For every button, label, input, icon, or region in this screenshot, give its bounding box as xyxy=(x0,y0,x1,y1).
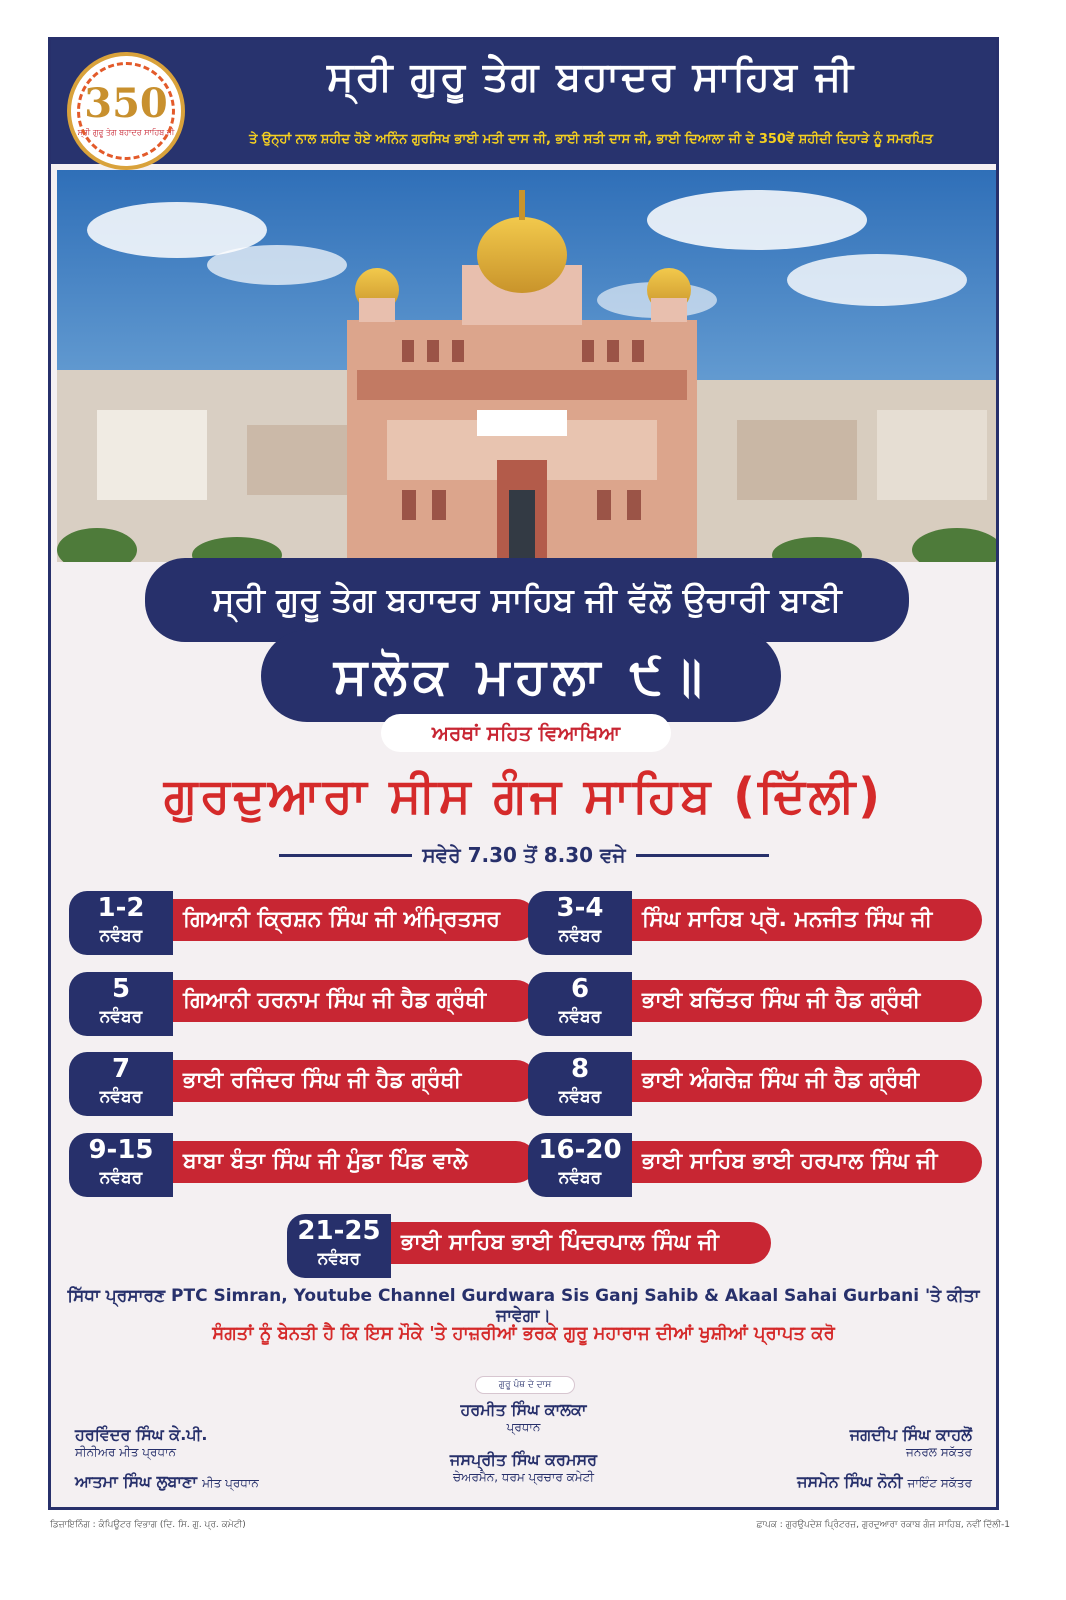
schedule-month: ਨਵੰਬਰ xyxy=(558,1168,602,1188)
schedule-day: 8 xyxy=(570,1054,590,1084)
vyakhya-pill: ਅਰਥਾਂ ਸਹਿਤ ਵਿਆਖਿਆ xyxy=(381,714,671,752)
schedule-month: ਨਵੰਬਰ xyxy=(99,926,143,946)
gurdwara-photo xyxy=(57,170,996,562)
schedule-month: ਨਵੰਬਰ xyxy=(317,1249,361,1269)
signatory-role: ਚੇਅਰਮੈਨ, ਧਰਮ ਪ੍ਰਚਾਰ ਕਮੇਟੀ xyxy=(453,1470,594,1484)
schedule-date xyxy=(69,972,173,1036)
signatory-name: ਹਰਮੀਤ ਸਿੰਘ ਕਾਲਕਾ xyxy=(460,1400,587,1419)
schedule-day: 5 xyxy=(111,974,131,1004)
signatory-general-secretary xyxy=(850,1425,972,1460)
header-title: ਸ੍ਰੀ ਗੁਰੂ ਤੇਗ ਬਹਾਦਰ ਸਾਹਿਬ ਜੀ xyxy=(326,54,856,100)
time-rule-left xyxy=(279,854,412,857)
signatory-role: ਮੀਤ ਪ੍ਰਧਾਨ xyxy=(202,1476,259,1490)
schedule-date xyxy=(528,972,632,1036)
signatory-vice-president xyxy=(75,1472,259,1492)
logo-ring xyxy=(77,62,175,160)
signatory-role: ਪ੍ਰਧਾਨ xyxy=(506,1420,541,1434)
guru-panth-das-label: ਗੁਰੂ ਪੰਥ ਦੇ ਦਾਸ xyxy=(475,1376,575,1394)
signatory-name: ਜਸਪ੍ਰੀਤ ਸਿੰਘ ਕਰਮਸਰ xyxy=(449,1450,598,1469)
bani-title-pill: ਸ੍ਰੀ ਗੁਰੂ ਤੇਗ ਬਹਾਦਰ ਸਾਹਿਬ ਜੀ ਵੱਲੋਂ ਉਚਾਰੀ ਬਾਣੀ xyxy=(145,558,909,642)
venue-title: ਗੁਰਦੁਆਰਾ ਸੀਸ ਗੰਜ ਸਾਹਿਬ (ਦਿੱਲੀ) xyxy=(163,768,884,824)
schedule-month: ਨਵੰਬਰ xyxy=(99,1087,143,1107)
schedule-day: 21-25 xyxy=(297,1216,381,1246)
schedule-day: 7 xyxy=(111,1054,131,1084)
350-anniversary-logo xyxy=(67,52,185,170)
schedule-date xyxy=(287,1214,391,1278)
broadcast-note: ਸਿੱਧਾ ਪ੍ਰਸਾਰਣ PTC Simran, Youtube Channel Gurdwara Sis Ganj Sahib & Akaal Sahai Gurbani 'ਤੇ ਕੀਤਾ ਜਾਵੇਗਾ। xyxy=(67,1286,980,1326)
signatory-name: ਹਰਵਿੰਦਰ ਸਿੰਘ ਕੇ.ਪੀ. xyxy=(75,1425,208,1444)
schedule-date xyxy=(528,891,632,955)
time-text: ਸਵੇਰੇ 7.30 ਤੋਂ 8.30 ਵਜੇ xyxy=(422,843,626,867)
signatory-role: ਜਨਰਲ ਸਕੱਤਰ xyxy=(906,1445,972,1459)
schedule-name: ਭਾਈ ਅੰਗਰੇਜ਼ ਸਿੰਘ ਜੀ ਹੈਡ ਗ੍ਰੰਥੀ xyxy=(626,1060,982,1102)
schedule-name: ਸਿੰਘ ਸਾਹਿਬ ਪ੍ਰੋ. ਮਨਜੀਤ ਸਿੰਘ ਜੀ xyxy=(626,899,982,941)
logo-text: ਸ੍ਰੀ ਗੁਰੂ ਤੇਗ ਬਹਾਦਰ ਸਾਹਿਬ ਜੀ xyxy=(77,128,175,137)
signatory-name: ਜਸਮੇਨ ਸਿੰਘ ਨੋਨੀ xyxy=(797,1472,903,1491)
schedule-name: ਭਾਈ ਸਾਹਿਬ ਭਾਈ ਪਿੰਦਰਪਾਲ ਸਿੰਘ ਜੀ xyxy=(385,1222,771,1264)
schedule-name: ਗਿਆਨੀ ਕ੍ਰਿਸ਼ਨ ਸਿੰਘ ਜੀ ਅੰਮ੍ਰਿਤਸਰ xyxy=(167,899,537,941)
schedule-day: 1-2 xyxy=(97,893,145,923)
schedule-month: ਨਵੰਬਰ xyxy=(99,1007,143,1027)
schedule-date xyxy=(69,1052,173,1116)
schedule-name: ਭਾਈ ਰਜਿੰਦਰ ਸਿੰਘ ਜੀ ਹੈਡ ਗ੍ਰੰਥੀ xyxy=(167,1060,537,1102)
schedule-date xyxy=(69,1133,173,1197)
header-subtitle: ਤੇ ਉਨ੍ਹਾਂ ਨਾਲ ਸ਼ਹੀਦ ਹੋਏ ਅਨਿੰਨ ਗੁਰਸਿਖ ਭਾਈ ਮਤੀ ਦਾਸ ਜੀ, ਭਾਈ ਸਤੀ ਦਾਸ ਜੀ, ਭਾਈ ਦਿਆਲਾ ਜੀ ਦੇ 350ਵੇਂ ਸ਼ਹੀਦੀ ਦਿਹਾੜੇ ਨੂੰ ਸਮਰਪਿਤ xyxy=(249,132,933,147)
signatory-senior-vice-president xyxy=(75,1425,207,1460)
schedule-day: 6 xyxy=(570,974,590,1004)
schedule-day: 16-20 xyxy=(538,1135,622,1165)
time-row xyxy=(279,842,769,868)
gurdwara-illustration xyxy=(57,170,996,562)
schedule-month: ਨਵੰਬਰ xyxy=(558,926,602,946)
salok-mahla-pill: ਸਲੋਕ ਮਹਲਾ ੯॥ xyxy=(261,630,781,722)
header-band xyxy=(51,40,996,164)
schedule-name: ਗਿਆਨੀ ਹਰਨਾਮ ਸਿੰਘ ਜੀ ਹੈਡ ਗ੍ਰੰਥੀ xyxy=(167,980,537,1022)
schedule-month: ਨਵੰਬਰ xyxy=(558,1087,602,1107)
schedule-date xyxy=(69,891,173,955)
sangat-appeal: ਸੰਗਤਾਂ ਨੂੰ ਬੇਨਤੀ ਹੈ ਕਿ ਇਸ ਮੌਕੇ 'ਤੇ ਹਾਜ਼ਰੀਆਂ ਭਰਕੇ ਗੁਰੂ ਮਹਾਰਾਜ ਦੀਆਂ ਖੁਸ਼ੀਆਂ ਪ੍ਰਾਪਤ ਕਰੋ xyxy=(212,1323,835,1344)
schedule-month: ਨਵੰਬਰ xyxy=(558,1007,602,1027)
footer-printer-credit: ਛਾਪਕ : ਗੁਰਉਪਦੇਸ਼ ਪ੍ਰਿੰਟਰਜ਼, ਗੁਰਦੁਆਰਾ ਰਕਾਬ ਗੰਜ ਸਾਹਿਬ, ਨਵੀਂ ਦਿੱਲੀ-1 xyxy=(756,1520,1010,1530)
schedule-day: 9-15 xyxy=(88,1135,154,1165)
schedule-day: 3-4 xyxy=(556,893,604,923)
schedule-name: ਭਾਈ ਸਾਹਿਬ ਭਾਈ ਹਰਪਾਲ ਸਿੰਘ ਜੀ xyxy=(626,1141,982,1183)
signatory-joint-secretary xyxy=(797,1472,972,1492)
time-rule-right xyxy=(636,854,769,857)
schedule-name: ਭਾਈ ਬਚਿੱਤਰ ਸਿੰਘ ਜੀ ਹੈਡ ਗ੍ਰੰਥੀ xyxy=(626,980,982,1022)
schedule-name: ਬਾਬਾ ਬੰਤਾ ਸਿੰਘ ਜੀ ਮੁੰਡਾ ਪਿੰਡ ਵਾਲੇ xyxy=(167,1141,537,1183)
signatory-name: ਜਗਦੀਪ ਸਿੰਘ ਕਾਹਲੋਂ xyxy=(849,1425,972,1444)
signatory-role: ਜਾਇੰਟ ਸਕੱਤਰ xyxy=(907,1476,972,1490)
logo-number: 350 xyxy=(84,80,168,127)
signatory-name: ਆਤਮਾ ਸਿੰਘ ਲੁਬਾਣਾ xyxy=(75,1472,197,1491)
footer-designer-credit: ਡਿਜ਼ਾਇਨਿੰਗ : ਕੰਪਿਊਟਰ ਵਿਭਾਗ (ਦਿ. ਸਿ. ਗੁ. ਪ੍ਰ. ਕਮੇਟੀ) xyxy=(50,1520,246,1530)
signatory-role: ਸੀਨੀਅਰ ਮੀਤ ਪ੍ਰਧਾਨ xyxy=(75,1445,176,1459)
schedule-date xyxy=(528,1133,632,1197)
schedule-date xyxy=(528,1052,632,1116)
poster-frame xyxy=(48,37,999,1510)
schedule-month: ਨਵੰਬਰ xyxy=(99,1168,143,1188)
